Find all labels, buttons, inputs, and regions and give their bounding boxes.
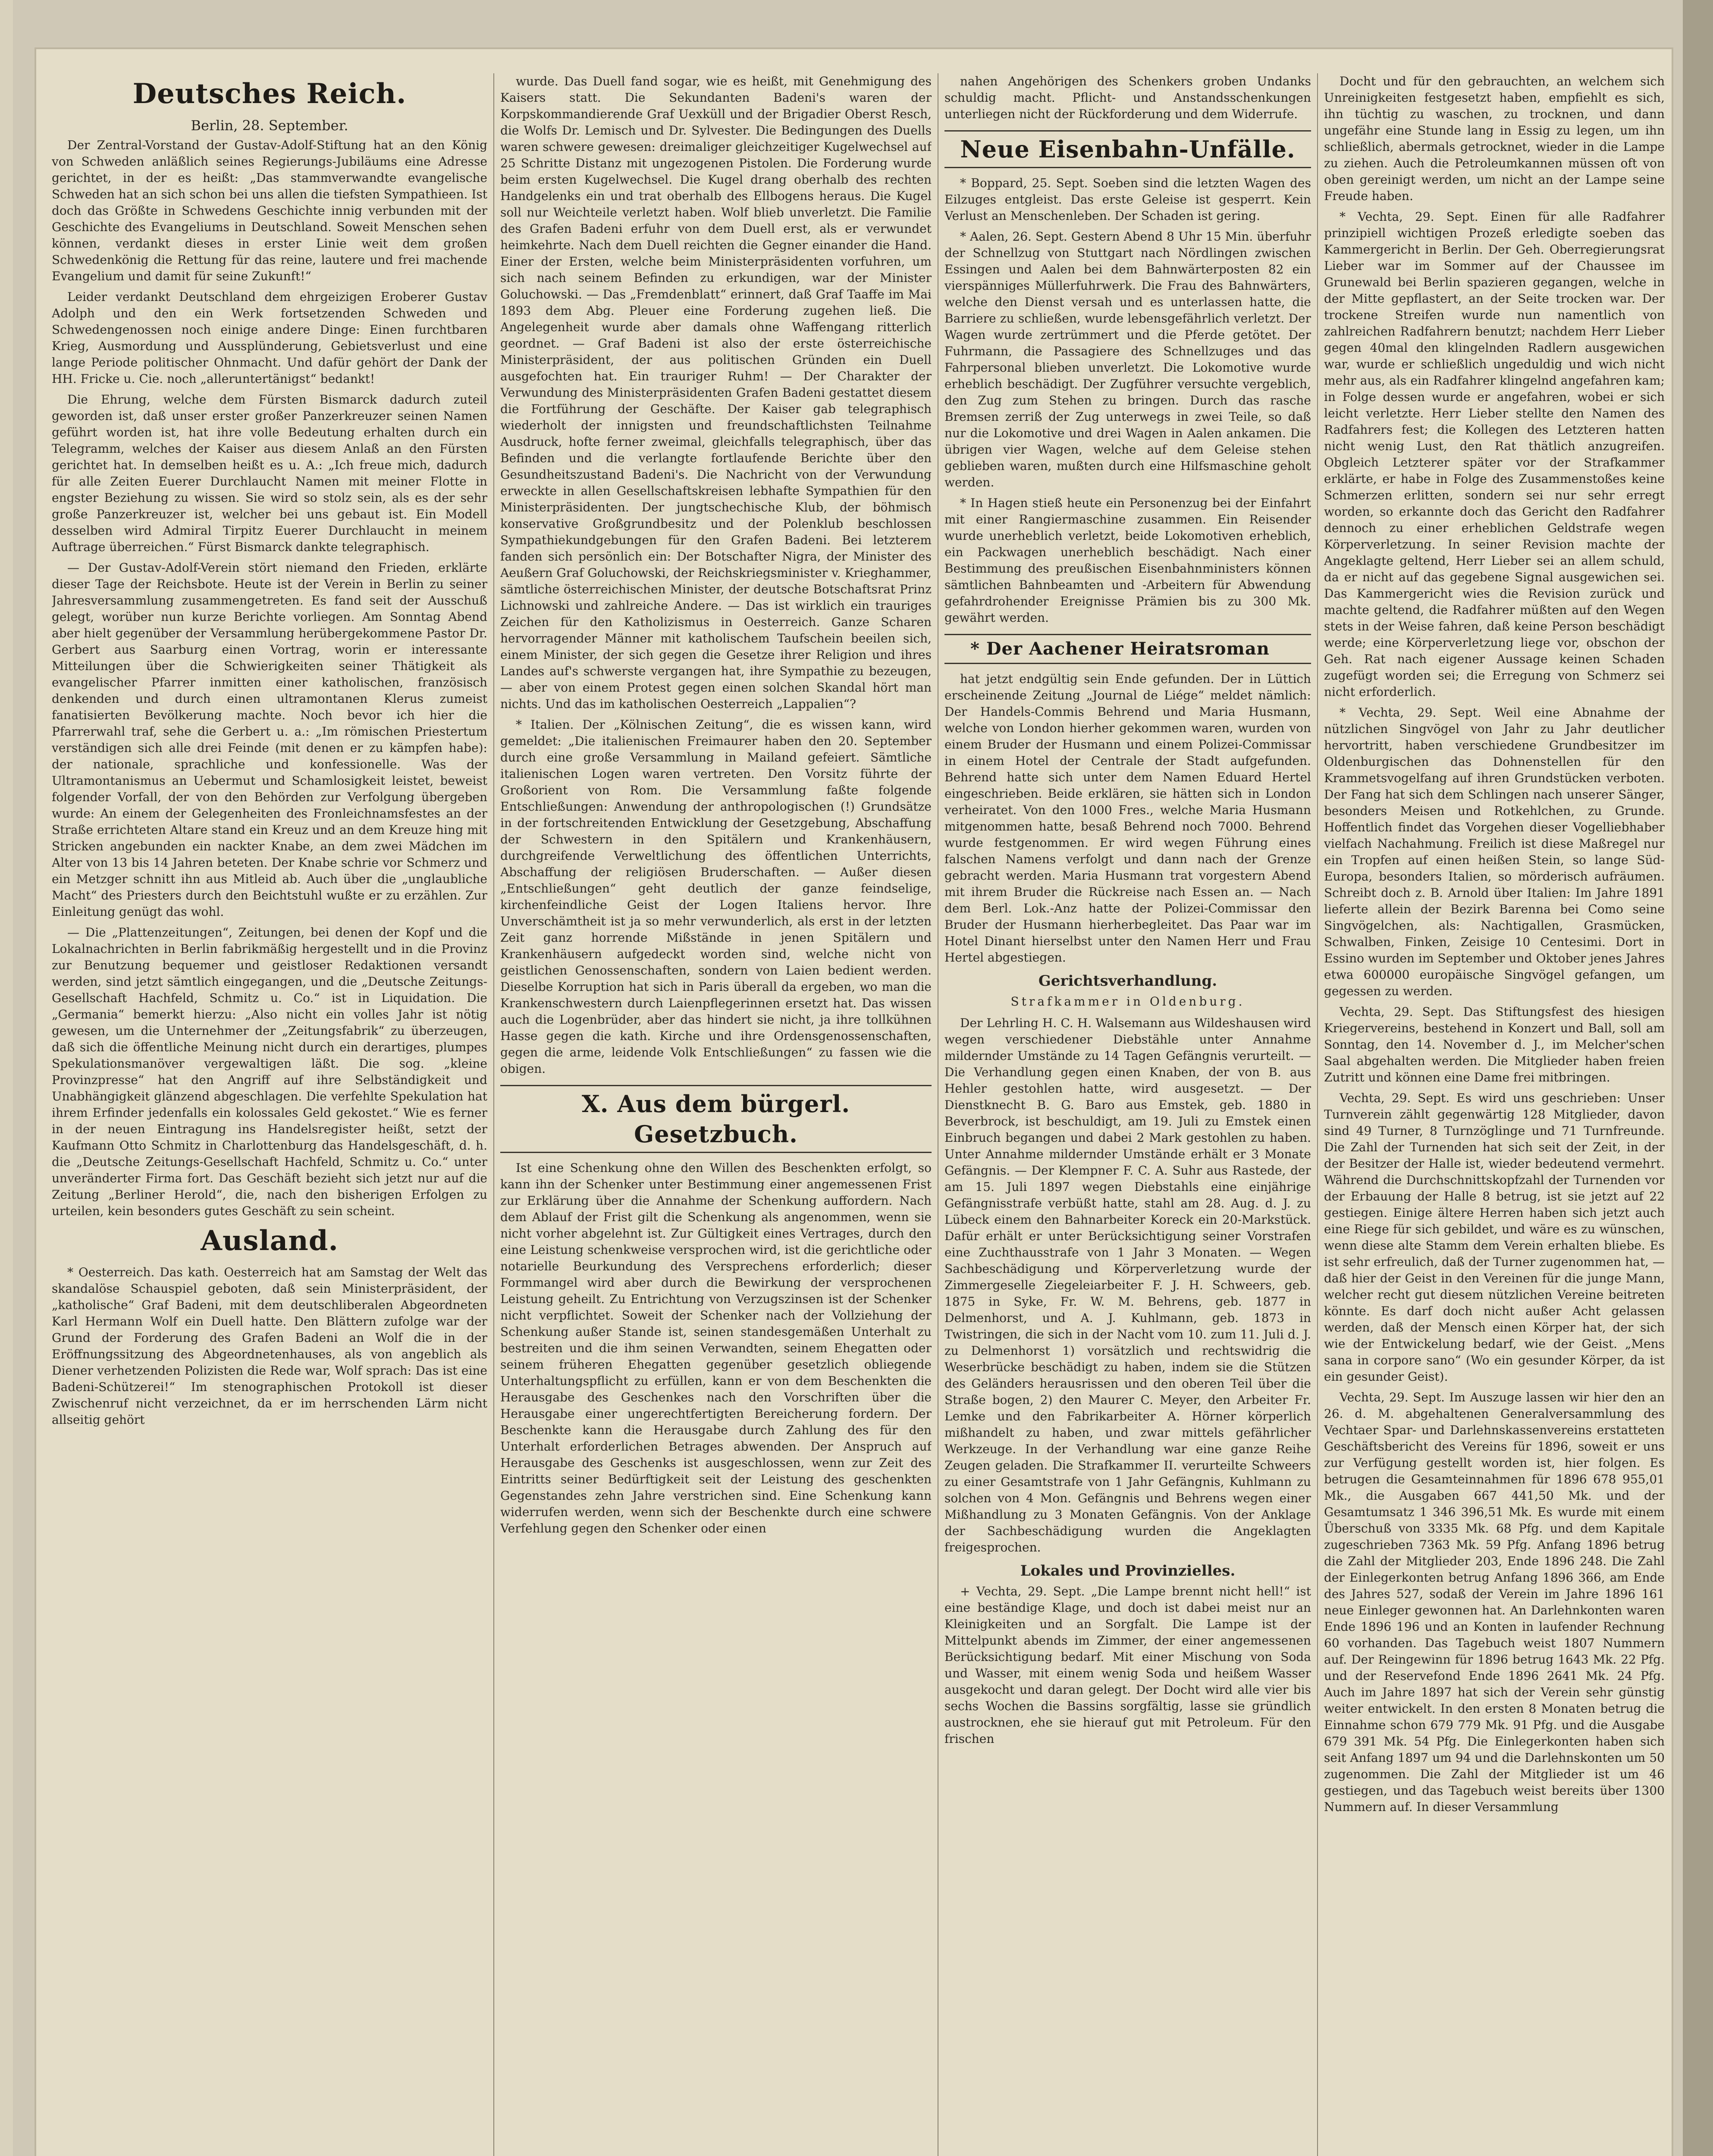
article-paragraph: * Vechta, 29. Sept. Weil eine Abnahme der nützlichen Singvögel von Jahr zu Jahr deutlicher hervortritt, haben verschiedene Grundbesitzer im Oldenburgischen das Dohnenstellen für den Krammetsvogelfang auf ihren Grundstücken verboten. Der Fang hat sich dem Schlingen nach unserer Sänger, besonders Meisen und Rotkehlchen, zu Grunde. Hoffentlich findet das Vorgehen dieser Vogelliebhaber vielfach Nachahmung. Freilich ist diese Maßregel nur ein Tropfen auf einen heißen Stein, so lange Süd-Europa, besonders Italien, so mörderisch aufräumen. Schreibt doch z. B. Arnold über Italien: Im Jahre 1891 lieferte allein der Bezirk Barenna bei Como seine Singvögelchen, als: Nachtigallen, Grasmücken, Schwalben, Finken, Zeisige 10 Centesimi. Dort in Essino wurden im September und Oktober jenes Jahres etwa 600000 europäische Singvögel gefangen, um gegessen zu werden. [1324, 705, 1665, 998]
article-paragraph: * In Hagen stieß heute ein Personenzug bei der Einfahrt mit einer Rangiermaschine zusammen. Ein Reisender wurde unerheblich verletzt, beide Lokomotiven erheblich, ein Packwagen unerheblich beschädigt. Nach einer Bestimmung des preußischen Eisenbahnministers können sämtlichen Bahnbeamten und -Arbeitern für Abwendung gefahrdrohender Ereignisse Prämien bis zu 300 Mk. gewährt werden. [944, 496, 1311, 625]
article-paragraph: * Oesterreich. Das kath. Oesterreich hat am Samstag der Welt das skandalöse Schauspiel geboten, daß sein Ministerpräsident, der „katholische“ Graf Badeni, mit dem deutschliberalen Abgeordneten Karl Hermann Wolf ein Duell hatte. Den Blättern zufolge war der Grund der Forderung des Grafen Badeni an Wolf die in der Eröffnungssitzung des Abgeordnetenhauses, als von angeblich als Diener verhetzenden Polizisten die Rede war, Wolf sprach: Das ist eine Badeni-Schützerei!“ Im stenographischen Protokoll ist dieser Zwischenruf nicht verzeichnet, da er im herrschenden Lärm nicht allseitig gehört [52, 1265, 487, 1427]
article-paragraph: * Vechta, 29. Sept. Einen für alle Radfahrer prinzipiell wichtigen Prozeß erledigte soeben das Kammergericht in Berlin. Der Geh. Oberregierungsrat Lieber war im Sommer auf der Chaussee im Grunewald bei Berlin spazieren gegangen, welche in der Mitte gepflastert, an der Seite trocken war. Der trockene Streifen wurde nun namentlich von zahlreichen Radfahrern benutzt; nachdem Herr Lieber gegen 40mal den klingelnden Radlern ausgewichen war, wurde er schließlich ungeduldig und wich nicht mehr aus, als ein Radfahrer klingelnd angefahren kam; in Folge dessen wurde er angefahren, wobei er sich leicht verletzte. Herr Lieber stellte den Namen des Radfahrers fest; die Kollegen des Letzteren hatten nicht wenig Lust, den Rat thätlich anzugreifen. Obgleich Letzterer später vor der Strafkammer erklärte, er habe in Folge des Zusammenstoßes keine Schmerzen erlitten, sondern sei nur sehr erregt worden, so erkannte doch das Gericht den Radfahrer dennoch zu einer erheblichen Geldstrafe wegen Körperverletzung. In seiner Revision machte der Angeklagte geltend, Herr Lieber sei an allem schuld, da er nicht auf das gegebene Signal ausgewichen sei. Das Kammergericht wies die Revision zurück und machte geltend, die Radfahrer müßten auf den Wegen stets in der Weise fahren, daß keine Person beschädigt werde; eine Körperverletzung liege vor, obschon der Geh. Rat nach eigener Aussage keinen Schaden zugefügt worden sei; die Erregung von Schmerz sei nicht erforderlich. [1324, 210, 1665, 699]
section-heading-eisenbahn-unfaelle: Neue Eisenbahn-Unfälle. [944, 130, 1311, 168]
column-4 [1324, 73, 1665, 2156]
column-2 [500, 73, 932, 2156]
article-paragraph: hat jetzt endgültig sein Ende gefunden. Der in Lüttich erscheinende Zeitung „Journal de Liége“ meldet nämlich: Der Handels-Commis Behrend und Maria Husmann, welche von London hierher gekommen waren, wurden von einem Bruder der Husmann und einem Polizei-Commissar in einem Hotel der Centrale der Stadt aufgefunden. Behrend hatte sich unter dem Namen Eduard Hertel eingeschrieben. Beide erklären, sie hätten sich in London verheiratet. Von den 1000 Fres., welche Maria Husmann mitgenommen hatte, besaß Behrend noch 7000. Behrend wurde festgenommen. Er wird wegen Führung eines falschen Namens verfolgt und dann nach der Grenze gebracht werden. Maria Husmann trat vorgestern Abend mit ihrem Bruder die Rückreise nach Essen an. — Nach dem Berl. Lok.-Anz hatte der Polizei-Commissar den Bruder der Husmann hierherbegleitet. Das Paar war im Hotel Dinant hierselbst unter den Namen Herr und Frau Hertel abgestiegen. [944, 672, 1311, 965]
column-3 [944, 73, 1311, 2156]
article-paragraph: Vechta, 29. Sept. Das Stiftungsfest des hiesigen Kriegervereins, bestehend in Konzert und Ball, soll am Sonntag, den 14. November d. J., im Melcher'schen Saal abgehalten werden. Die Mitglieder haben freien Zutritt und können eine Dame frei mitbringen. [1324, 1005, 1665, 1084]
dateline: Berlin, 28. September. [191, 117, 348, 134]
article-paragraph: * Italien. Der „Kölnischen Zeitung“, die es wissen kann, wird gemeldet: „Die italienischen Freimaurer haben den 20. September durch eine große Versammlung in Mailand gefeiert. Sämtliche italienischen Logen waren vertreten. Den Vorsitz führte der Großorient von Rom. Die Versammlung faßte folgende Entschließungen: Anwendung der anthropologischen (!) Grundsätze in der fortschreitenden Entwicklung der Gesetzgebung, Abschaffung der Schwestern in den Spitälern und Krankenhäusern, durchgreifende Verweltlichung des öffentlichen Unterrichts, Abschaffung der religiösen Bruderschaften. — Außer diesen „Entschließungen“ geht deutlich der ganze feindselige, kirchenfeindliche Geist der Logen Italiens hervor. Ihre Unverschämtheit ist ja so mehr verwunderlich, als erst in der letzten Zeit ganz horrende Mißstände in jenen Spitälern und Krankenhäusern aufgedeckt worden sind, welche nicht von geistlichen Genossenschaften, sondern von Laien bedient werden. Dieselbe Korruption hat sich in Paris überall da ergeben, wo man die Krankenschwestern durch Laienpflegerinnen ersetzt hat. Das wissen auch die Logenbrüder, aber das hindert sie nicht, ja ihre tollkühnen Hasse gegen die kath. Kirche und ihre Ordensgenossenschaften, gegen die arme, leidende Volk Entschließungen“ zu fassen wie die obigen. [500, 718, 932, 1076]
column-1 [52, 73, 487, 2156]
article-paragraph: + Vechta, 29. Sept. „Die Lampe brennt nicht hell!“ ist eine beständige Klage, und doch ist dabei meist nur an Kleinigkeiten und an Sorgfalt. Die Lampe ist der Mittelpunkt abends im Zimmer, der einer angemessenen Berücksichtigung bedarf. Mit einer Mischung von Soda und Wasser, mit einem wenig Soda und heißem Wasser ausgekocht und daran gelegt. Der Docht wird alle vier bis sechs Wochen die Bassins sorgfältig, lasse sie gründlich austrocknen, ehe sie hierauf gut mit Petroleum. Für den frischen [944, 1584, 1311, 1746]
article-paragraph: wurde. Das Duell fand sogar, wie es heißt, mit Genehmigung des Kaisers statt. Die Sekundanten Badeni's waren der Korpskommandierende Graf Uexküll und der Brigadier Oberst Resch, die Wolfs Dr. Lemisch und Dr. Sylvester. Die Bedingungen des Duells waren schwere gewesen: dreimaliger gleichzeitiger Kugelwechsel auf 25 Schritte Distanz mit ungezogenen Pistolen. Die Forderung wurde beim ersten Kugelwechsel. Die Kugel drang oberhalb des rechten Handgelenks ein und trat oberhalb des Ellbogens heraus. Die Kugel soll nur Weichteile verletzt haben. Wolf blieb unverletzt. Die Familie des Grafen Badeni erfuhr von dem Duell erst, als er verwundet heimkehrte. Nach dem Duell reichten die Gegner einander die Hand. Einer der Ersten, welche beim Ministerpräsidenten vorfuhren, um sich nach seinem Befinden zu erkundigen, war der Minister Goluchowski. — Das „Fremdenblatt“ erinnert, daß Graf Taaffe im Mai 1893 dem Abg. Pleuer eine Forderung zugehen ließ. Die Angelegenheit wurde aber damals ohne Waffengang ritterlich geordnet. — Graf Badeni ist also der erste österreichische Ministerpräsident, der aus politischen Gründen ein Duell ausgefochten hat. Ein trauriger Ruhm! — Der Charakter der Verwundung des Ministerpräsidenten Grafen Badeni gestattet diesem die Fortführung der Geschäfte. Der Kaiser gab telegraphisch wiederholt der innigsten und freundschaftlichsten Teilnahme Ausdruck, hofte ferner zweimal, gleichfalls telegraphisch, über das Befinden und die verlangte fortlaufende Berichte über den Gesundheitszustand Badeni's. Die Nachricht von der Verwundung erweckte in allen Gesellschaftskreisen lebhafte Sympathien für den Ministerpräsidenten. Der jungtschechische Klub, der böhmisch konservative Großgrundbesitz und der Polenklub beschlossen Sympathiekundgebungen für den Grafen Badeni. Bei letzterem fanden sich persönlich ein: Der Botschafter Nigra, der Minister des Aeußern Graf Goluchowski, der Reichskriegsminister v. Krieghammer, sämtliche österreichischen Minister, der deutsche Botschaftsrat Prinz Lichnowski und zahlreiche Andere. — Das ist wirklich ein trauriges Zeichen für den Katholizismus in Oesterreich. Ganze Scharen hervorragender Männer mit katholischem Taufschein beeilen sich, einem Minister, der sich gegen die Gesetze ihrer Religion und ihres Landes auf's schwerste vergangen hat, ihre Sympathie zu bezeugen, — aber von einem Protest gegen einen solchen Skandal hört man nichts. Und das im katholischen Oesterreich „Lappalien“? [500, 74, 932, 711]
article-paragraph: Ist eine Schenkung ohne den Willen des Beschenkten erfolgt, so kann ihn der Schenker unter Bestimmung einer angemessenen Frist zur Erklärung über die Annahme der Schenkung auffordern. Nach dem Ablauf der Frist gilt die Schenkung als angenommen, wenn sie nicht vorher abgelehnt ist. Zur Gültigkeit eines Vertrages, durch den eine Leistung schenkweise versprochen wird, ist die gerichtliche oder notarielle Beurkundung des Versprechens erforderlich; dieser Formmangel wird aber durch die Bewirkung der versprochenen Leistung geheilt. Zu Entrichtung von Verzugszinsen ist der Schenker nicht verpflichtet. Soweit der Schenker nach der Vollziehung der Schenkung außer Stande ist, seinen standesgemäßen Unterhalt zu bestreiten und die ihm seinen Verwandten, seinem Ehegatten oder seinem früheren Ehegatten gegenüber gesetzlich obliegende Unterhaltungspflicht zu erfüllen, kann er von dem Beschenkten die Herausgabe des Geschenkes nach den Vorschriften über die Herausgabe einer ungerechtfertigten Bereicherung fordern. Der Beschenkte kann die Herausgabe durch Zahlung des für den Unterhalt erforderlichen Betrages abwenden. Der Anspruch auf Herausgabe des Geschenks ist ausgeschlossen, wenn zur Zeit des Eintritts seiner Bedürftigkeit seit der Leistung des geschenkten Gegenstandes zehn Jahre verstrichen sind. Eine Schenkung kann widerrufen werden, wenn sich der Beschenkte durch eine schwere Verfehlung gegen den Schenker oder einen [500, 1161, 932, 1536]
article-paragraph: Vechta, 29. Sept. Es wird uns geschrieben: Unser Turnverein zählt gegenwärtig 128 Mitglieder, davon sind 49 Turner, 8 Turnzöglinge und 71 Turnfreunde. Die Zahl der Turnenden hat sich seit der Zeit, in der der Besitzer der Halle ist, wieder bedeutend vermehrt. Während die Durchschnittskopfzahl der Turnenden vor der Erbauung der Halle 8 betrug, ist sie jetzt auf 22 gestiegen. Einige ältere Herren haben sich jetzt auch eine Riege für sich gebildet, und wäre es zu wünschen, wenn diese alte Stamm dem Verein erhalten bliebe. Es ist sehr erfreulich, daß der Turner zugenommen hat, — daß hier der Geist in den Vereinen für die junge Mann, welcher recht gut diesem nützlichen Vereine beitreten könnte. Es darf doch nicht außer Acht gelassen werden, daß der Mensch einen Körper hat, der sich wie der Entwickelung bedarf, wie der Geist. „Mens sana in corpore sano“ (Wo ein gesunder Körper, da ist ein gesunder Geist). [1324, 1091, 1665, 1384]
article-paragraph: Vechta, 29. Sept. Im Auszuge lassen wir hier den an 26. d. M. abgehaltenen Generalversammlung des Vechtaer Spar- und Darlehnskassenvereins erstatteten Geschäftsbericht des Vereins für 1896, soweit er uns zur Verfügung gestellt worden ist, hier folgen. Es betrugen die Gesamteinnahmen für 1896 678 955,01 Mk., die Ausgaben 667 441,50 Mk. und der Gesamtumsatz 1 346 396,51 Mk. Es wurde mit einem Überschuß von 3335 Mk. 68 Pfg. und dem Kapitale zugeschrieben 7363 Mk. 59 Pfg. Anfang 1896 betrug die Zahl der Mitglieder 203, Ende 1896 248. Die Zahl der Einlegerkonten betrug Anfang 1896 366, am Ende des Jahres 527, sodaß der Verein im Jahre 1896 161 neue Einleger gewonnen hat. An Darlehnkonten waren Ende 1896 196 und an Konten in laufender Rechnung 60 vorhanden. Das Tagebuch weist 1807 Nummern auf. Der Reingewinn für 1896 betrug 1643 Mk. 22 Pfg. und der Reservefond Ende 1896 2641 Mk. 24 Pfg. Auch im Jahre 1897 hat sich der Verein sehr günstig weiter entwickelt. In den ersten 8 Monaten betrug die Einnahme schon 679 779 Mk. 91 Pfg. und die Ausgabe 679 391 Mk. 54 Pfg. Die Einlegerkonten haben sich seit Anfang 1897 um 94 und die Darlehnskonten um 50 zugenommen. Die Zahl der Mitglieder ist um 46 gestiegen, und das Tagebuch weist bereits über 1300 Nummern auf. In dieser Versammlung [1324, 1390, 1665, 1814]
article-paragraph: Der Lehrling H. C. H. Walsemann aus Wildeshausen wird wegen verschiedener Diebstähle unter Annahme mildernder Umstände zu 14 Tagen Gefängnis verurteilt. — Die Verhandlung gegen einen Knaben, der von B. aus Hehler gestohlen hatte, wird ausgesetzt. — Der Dienstknecht B. G. Baro aus Emstek, geb. 1880 in Beverbrock, ist beschuldigt, am 19. Juli zu Emstek einen Einbruch begangen und dabei 2 Mark gestohlen zu haben. Unter Annahme mildernder Umstände erhält er 3 Monate Gefängnis. — Der Klempner F. C. A. Suhr aus Rastede, der am 15. Juli 1897 wegen Diebstahls eine einjährige Gefängnisstrafe verbüßt hatte, stahl am 28. Aug. d. J. zu Lübeck einem den Bahnarbeiter Koreck ein 20-Markstück. Dafür erhält er unter Berücksichtigung seiner Vorstrafen eine Zuchthausstrafe von 1 Jahr 3 Monaten. — Wegen Sachbeschädigung und Körperverletzung wurde der Zimmergeselle Ziegeleiarbeiter F. J. H. Schweers, geb. 1875 in Syke, Fr. W. M. Behrens, geb. 1877 in Delmenhorst, und A. J. Kuhlmann, geb. 1873 in Twistringen, die sich in der Nacht vom 10. zum 11. Juli d. J. zu Delmenhorst 1) vorsätzlich und rechtswidrig die Weserbrücke beschädigt zu haben, indem sie die Stützen des Geländers herausrissen und den oberen Teil über die Straße bogen, 2) den Maurer C. Meyer, den Arbeiter Fr. Lemke und den Fabrikarbeiter A. Hörner körperlich mißhandelt zu haben, und zwar mittels gefährlicher Werkzeuge. In der Verhandlung war eine ganze Reihe Zeugen geladen. Die Strafkammer II. verurteilte Schweers zu einer Gesamtstrafe von 1 Jahr Gefängnis, Kuhlmann zu solchen von 4 Mon. Gefängnis und Behrens wegen einer Mißhandlung zu 3 Monaten Gefängnis. Von der Anklage der Sachbeschädigung wurden die Angeklagten freigesprochen. [944, 1016, 1311, 1554]
page-edge-left [0, 0, 13, 2156]
section-heading-gerichtsverhandlung: Gerichtsverhandlung. [1038, 972, 1217, 990]
article-paragraph: Die Ehrung, welche dem Fürsten Bismarck dadurch zuteil geworden ist, daß unser erster großer Panzerkreuzer seinen Namen geführt worden ist, hat ihre volle Bedeutung erhalten durch ein Telegramm, welches der Kaiser aus diesem Anlaß an den Fürsten gerichtet hat. In demselben heißt es u. A.: „Ich freue mich, dadurch für alle Zeiten Euerer Durchlaucht Namen mit meiner Flotte in engster Beziehung zu wissen. Sie wird so stolz sein, als es der sehr große Panzerkreuzer ist, welcher bei uns gebaut ist. Ein Modell desselben wird Admiral Tirpitz Euerer Durchlaucht in meinem Auftrage überreichen.“ Fürst Bismarck dankte telegraphisch. [52, 392, 487, 554]
article-paragraph: * Aalen, 26. Sept. Gestern Abend 8 Uhr 15 Min. überfuhr der Schnellzug von Stuttgart nach Nördlingen zwischen Essingen und Aalen bei dem Bahnwärterposten 82 ein vierspänniges Müllerfuhrwerk. Die Frau des Bahnwärters, welche den Dienst versah und es unterlassen hatte, die Barriere zu schließen, wurde lebensgefährlich verletzt. Der Wagen wurde zertrümmert und die Pferde getötet. Der Fuhrmann, die Passagiere des Schnellzuges und das Fahrpersonal blieben unverletzt. Die Lokomotive wurde erheblich beschädigt. Der Zugführer versuchte vergeblich, den Zug zum Stehen zu bringen. Durch das rasche Bremsen zerriß der Zug unterwegs in zwei Teile, so daß nur die Lokomotive und drei Wagen in Aalen ankamen. Die übrigen vier Wagen, welche auf dem Geleise stehen geblieben waren, mußten durch eine Hilfsmaschine geholt werden. [944, 229, 1311, 489]
newspaper-page [35, 47, 1673, 2156]
section-heading-lokales: Lokales und Provinzielles. [1020, 1562, 1236, 1579]
section-heading-ausland: Ausland. [201, 1225, 339, 1257]
section-subheading-strafkammer: Strafkammer in Oldenburg. [1010, 994, 1245, 1009]
article-paragraph: * Boppard, 25. Sept. Soeben sind die letzten Wagen des Eilzuges entgleist. Das erste Geleise ist gesperrt. Kein Verlust an Menschenleben. Der Schaden ist gering. [944, 176, 1311, 223]
article-paragraph: nahen Angehörigen des Schenkers groben Undanks schuldig macht. Pflicht- und Anstandsschenkungen unterliegen nicht der Rückforderung und dem Widerrufe. [944, 74, 1311, 121]
section-heading-deutsches-reich: Deutsches Reich. [132, 78, 407, 110]
page-edge-right [1683, 0, 1713, 2156]
article-paragraph: — Der Gustav-Adolf-Verein stört niemand den Frieden, erklärte dieser Tage der Reichsbote. Heute ist der Verein in Berlin zu seiner Jahresversammlung zusammengetreten. Es fand seit der Ausschuß gelegt, worüber nun kurze Berichte vorliegen. Am Sonntag Abend aber hielt gegenüber der Versammlung herübergekommene Pastor Dr. Gerbert aus Saarburg einen Vortrag, worin er interessante Mitteilungen über die Schwierigkeiten seiner Thätigkeit als evangelischer Pfarrer inmitten einer katholischen, französisch denkenden und durch einen ultramontanen Klerus zumeist fanatisierten Bevölkerung machte. Noch bevor ich hier die Pfarrerwahl traf, sehe die Gerbert u. a.: „Im römischen Priestertum verständigen sich alle drei Feinde (mit denen er zu kämpfen habe): der nationale, sprachliche und konfessionelle. Was der Ultramontanismus an Uebermut und Schamlosigkeit leistet, beweist folgender Vorfall, der von den Behörden zur Verfolgung übergeben wurde: An einem der Gelegenheiten des Fronleichnamsfestes an der Straße errichteten Altare stand ein Kreuz und an dem Kreuze hing mit Stricken angebunden ein nackter Knabe, an dem zwei Mädchen im Alter von 13 bis 14 Jahren beteten. Der Knabe schrie vor Schmerz und ein Metzger schnitt ihn aus Mitleid ab. Auch über die „unglaubliche Macht“ des Priesters durch den Beichtstuhl wußte er zu erzählen. Zur Einleitung genügt das wohl. [52, 561, 487, 919]
article-paragraph: Der Zentral-Vorstand der Gustav-Adolf-Stiftung hat an den König von Schweden anläßlich seines Regierungs-Jubiläums eine Adresse gerichtet, in der es heißt: „Das stammverwandte evangelische Schweden hat an sich schon bei uns allen die tiefsten Sympathieen. Ist doch das Größte in Schwedens Geschichte innig verbunden mit der Geschichte des Evangeliums in Deutschland. Soweit Menschen sehen können, verdankt dieses in erster Linie weit dem großen Schwedenkönig die Rettung für das reine, lautere und frei machende Evangelium und damit für seine Zukunft!“ [52, 138, 487, 283]
article-paragraph: Leider verdankt Deutschland dem ehrgeizigen Eroberer Gustav Adolph und den ein Werk fortsetzenden Schweden und Schwedengenossen noch einige andere Dinge: Einen furchtbaren Krieg, Ausmordung und Aussplünderung, Gebietsverlust und eine lange Periode politischer Ohnmacht. Und dafür gehört der Dank der HH. Fricke u. Cie. noch „alleruntertänigst“ bedankt! [52, 290, 487, 386]
section-heading-aachener-heiratsroman: * Der Aachener Heiratsroman [944, 634, 1311, 664]
article-paragraph: — Die „Plattenzeitungen“, Zeitungen, bei denen der Kopf und die Lokalnachrichten in Berlin fabrikmäßig hergestellt und in die Provinz zur Benutzung bequemer und geistloser Redaktionen versandt werden, sind jetzt sämtlich eingegangen, und die „Deutsche Zeitungs-Gesellschaft Hachfeld, Schmitz u. Co.“ ist in Liquidation. Die „Germania“ bemerkt hierzu: „Also nicht ein volles Jahr ist nötig gewesen, um die Unternehmer der „Zeitungsfabrik“ zu überzeugen, daß sich die öffentliche Meinung nicht durch ein derartiges, plumpes Spekulationsmanöver vergewaltigen läßt. Die sog. „kleine Provinzpresse“ hat den Angriff auf ihre Selbständigkeit und Unabhängigkeit glänzend abgeschlagen. Die verfehlte Spekulation hat ihrem Erfinder jedenfalls ein kolossales Geld gekostet.“ Wie es ferner in der neuen Eintragung ins Handelsregister heißt, setzt der Kaufmann Otto Schmitz in Charlottenburg das Handelsgeschäft, d. h. die „Deutsche Zeitungs-Gesellschaft Hachfeld, Schmitz u. Co.“ unter unveränderter Firma fort. Das Geschäft bezieht sich jetzt nur auf die Zeitung „Berliner Herold“, die, nach den bisherigen Erfolgen zu urteilen, kein besonders gutes Geschäft zu sein scheint. [52, 925, 487, 1218]
article-paragraph: Docht und für den gebrauchten, an welchem sich Unreinigkeiten festgesetzt haben, empfiehlt es sich, ihn tüchtig zu waschen, zu trocknen, und dann ungefähr eine Stunde lang in Essig zu legen, um ihn schließlich, abermals getrocknet, wieder in die Lampe zu ziehen. Auch die Petroleumkannen müssen oft von oben gereinigt werden, um nicht an der Lampe seine Freude haben. [1324, 74, 1665, 203]
section-heading-buergerl-gesetzbuch: X. Aus dem bürgerl. Gesetzbuch. [500, 1085, 932, 1153]
column-rule [493, 73, 494, 2156]
column-rule [1317, 73, 1318, 2156]
